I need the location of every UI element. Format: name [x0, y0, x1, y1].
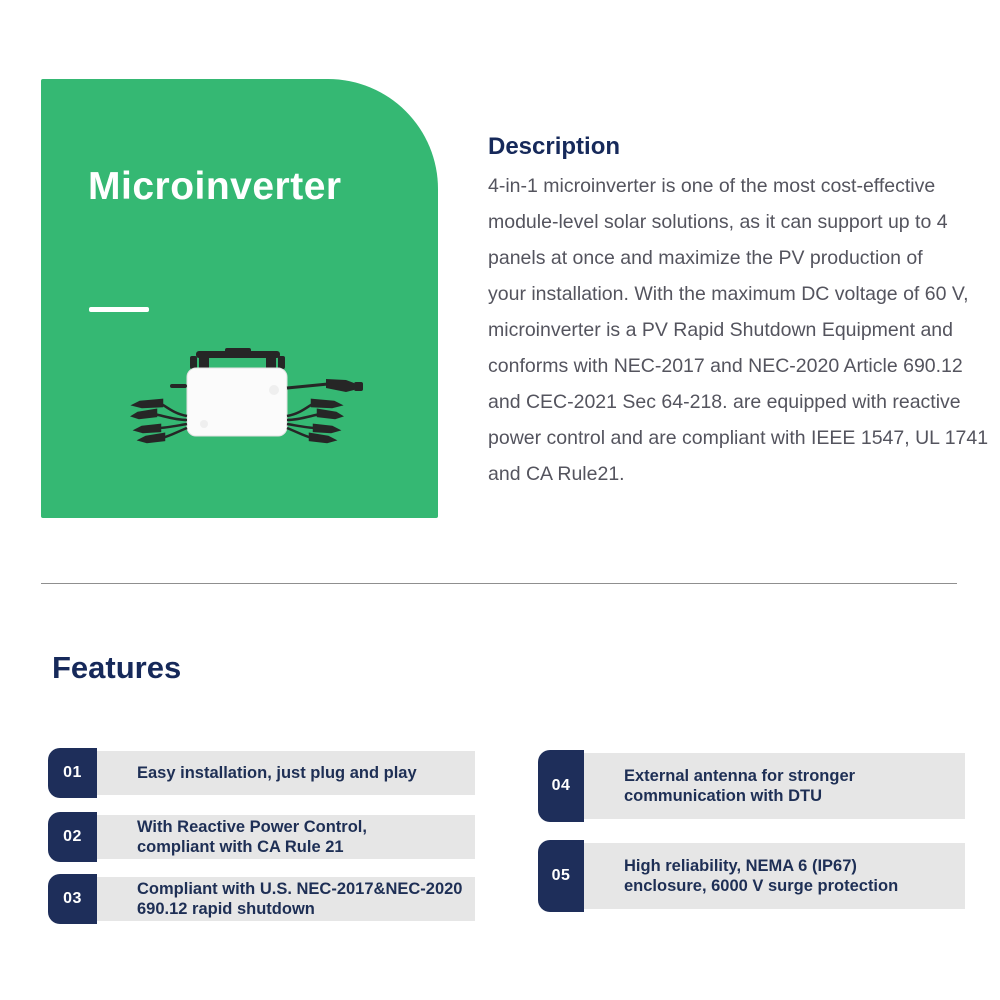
feature-item-03	[48, 874, 475, 924]
feature-text: Compliant with U.S. NEC-2017&NEC-2020	[137, 879, 463, 898]
feature-number-badge: 01	[48, 748, 97, 798]
feature-text: External antenna for stronger	[624, 766, 856, 785]
microinverter-product-image	[130, 340, 390, 465]
feature-number-badge: 03	[48, 874, 97, 924]
feature-text: compliant with CA Rule 21	[137, 838, 344, 856]
description-line: panels at once and maximize the PV production of	[488, 247, 923, 269]
hero-card	[41, 79, 438, 518]
feature-text-bar	[97, 815, 475, 859]
features-heading: Features	[52, 650, 182, 685]
feature-text-bar	[584, 753, 965, 819]
description-heading: Description	[488, 133, 621, 160]
feature-number-badge: 05	[538, 840, 584, 912]
title-underline-dash	[89, 307, 149, 312]
description-line: microinverter is a PV Rapid Shutdown Equipment and	[488, 319, 953, 341]
feature-item-01	[48, 748, 475, 798]
feature-text-bar	[97, 877, 475, 921]
description-line: conforms with NEC-2017 and NEC-2020 Article 690.12	[488, 355, 963, 377]
feature-text: 690.12 rapid shutdown	[137, 900, 315, 918]
feature-text-bar	[97, 751, 475, 795]
description-line: power control and are compliant with IEEE 1547, UL 1741	[488, 427, 989, 449]
description-section	[488, 133, 989, 492]
feature-item-05	[538, 840, 965, 912]
feature-text: enclosure, 6000 V surge protection	[624, 877, 899, 895]
section-divider	[41, 583, 957, 584]
feature-text: High reliability, NEMA 6 (IP67)	[624, 856, 857, 875]
feature-number-badge: 02	[48, 812, 97, 862]
feature-text-bar	[584, 843, 965, 909]
description-line: and CEC-2021 Sec 64-218. are equipped with reactive	[488, 391, 961, 413]
feature-text: With Reactive Power Control,	[137, 817, 367, 836]
feature-number-badge: 04	[538, 750, 584, 822]
description-line: 4-in-1 microinverter is one of the most cost-effective	[488, 175, 936, 197]
product-title: Microinverter	[88, 165, 342, 208]
feature-text: Easy installation, just plug and play	[137, 763, 417, 782]
feature-text: communication with DTU	[624, 787, 822, 805]
description-line: module-level solar solutions, as it can support up to 4	[488, 211, 948, 233]
feature-item-04	[538, 750, 965, 822]
handle-icon	[190, 348, 285, 370]
feature-item-02	[48, 812, 475, 862]
description-line: and CA Rule21.	[488, 463, 625, 485]
description-line: your installation. With the maximum DC voltage of 60 V,	[488, 283, 969, 305]
